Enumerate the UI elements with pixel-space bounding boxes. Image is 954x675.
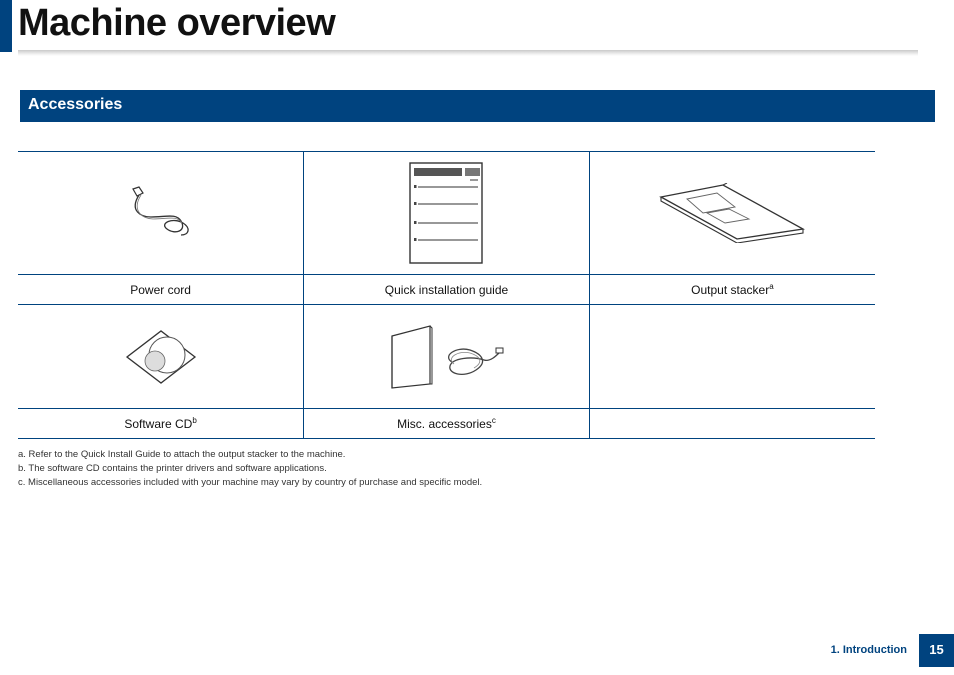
title-accent-bar [0,0,12,52]
quick-guide-icon [406,161,486,265]
section-header: Accessories [20,90,935,122]
power-cord-icon [121,183,201,243]
title-rule [18,50,918,56]
table-row [18,305,875,409]
footnote-mark: a [769,282,774,291]
footnote-c: c. Miscellaneous accessories included with your machine may vary by country of purchase and specific model. [18,477,483,488]
empty-cell [589,409,875,439]
footnote-mark: b [192,416,197,425]
accessory-label: Power cord [18,275,304,305]
footer-chapter-link[interactable]: 1. Introduction [830,644,907,656]
output-stacker-icon [657,183,807,243]
page-number: 15 [919,634,954,667]
accessory-label: Software $CD^b$ [18,409,304,439]
table-row [18,409,875,439]
accessory-image-cell [304,305,590,409]
footnote-mark: c [491,416,496,425]
footnotes [18,448,878,490]
software-cd-icon [123,329,199,385]
footnote-b: b. The software CD contains the printer drivers and software applications. [18,463,327,474]
accessory-image-cell [589,152,875,275]
table-row [18,152,875,275]
accessory-image-cell [18,152,304,275]
empty-cell [589,305,875,409]
page-title: Machine overview [18,2,336,44]
accessories-table [18,151,875,439]
footnote-a: a. Refer to the Quick Install Guide to attach the output stacker to the machine. [18,449,346,460]
accessory-image-cell [304,152,590,275]
accessory-label: Misc. accessories$^c$ [304,409,590,439]
table-row [18,275,875,305]
accessory-label: Output stacker$^a$ [589,275,875,305]
accessory-label: Quick installation guide [304,275,590,305]
misc-accessories-icon [386,322,506,392]
accessory-image-cell [18,305,304,409]
